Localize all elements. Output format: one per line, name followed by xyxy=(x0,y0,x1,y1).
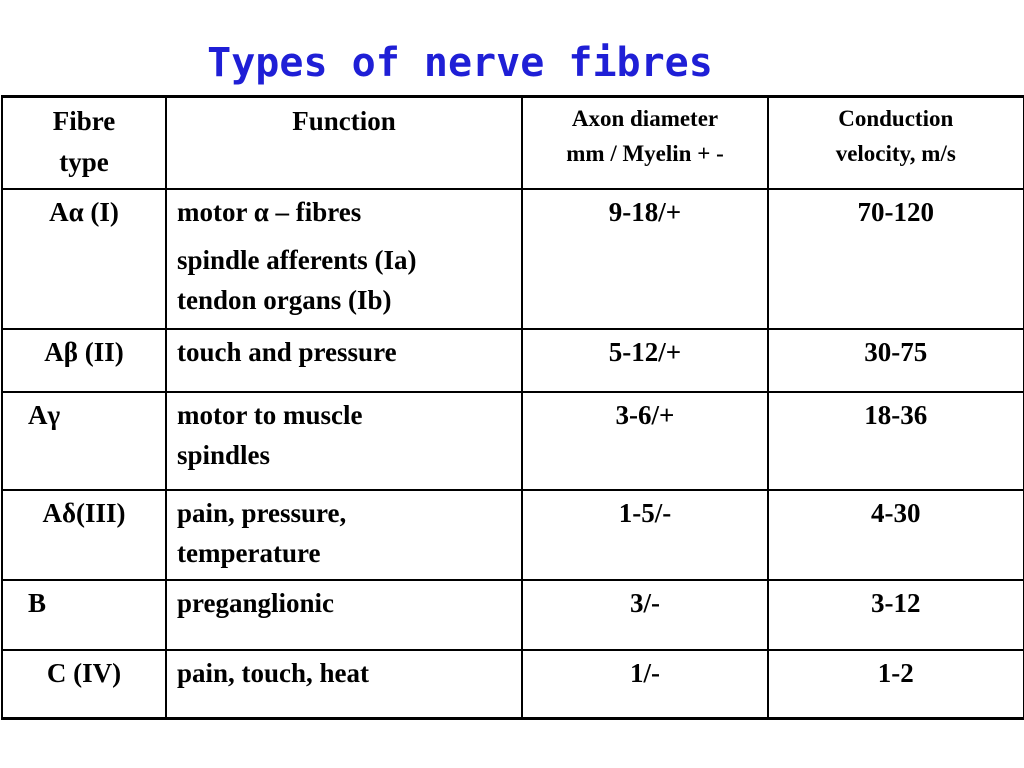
cell-conduction-velocity xyxy=(768,189,1024,329)
header-axon-diameter xyxy=(522,97,768,190)
axon-diameter-value: 1/- xyxy=(630,658,660,688)
function-line: temperature xyxy=(177,538,321,568)
header-axon-diameter-line-1: Axon diameter xyxy=(571,106,719,131)
header-conduction-velocity-line-1: Conduction xyxy=(838,106,954,131)
header-conduction-velocity xyxy=(768,97,1024,190)
cell-axon-diameter xyxy=(522,189,768,329)
function-line: preganglionic xyxy=(177,588,335,618)
conduction-velocity-value: 70-120 xyxy=(857,197,934,227)
function-line: tendon organs (Ib) xyxy=(177,285,392,315)
fibre-type-value: Aδ(III) xyxy=(42,498,126,528)
header-fibre-type-line-1: Fibre xyxy=(52,106,116,136)
header-conduction-velocity-line-2: velocity, m/s xyxy=(835,141,956,166)
cell-conduction-velocity xyxy=(768,329,1024,392)
cell-conduction-velocity xyxy=(768,490,1024,580)
cell-function xyxy=(166,650,522,719)
cell-conduction-velocity xyxy=(768,650,1024,719)
cell-function xyxy=(166,392,522,490)
cell-axon-diameter xyxy=(522,392,768,490)
cell-fibre-type xyxy=(2,329,166,392)
cell-function xyxy=(166,189,522,329)
table-header-row xyxy=(2,97,1024,190)
cell-fibre-type xyxy=(2,490,166,580)
header-fibre-type-line-2: type xyxy=(59,147,109,177)
cell-function xyxy=(166,490,522,580)
function-line: pain, pressure, xyxy=(177,498,347,528)
axon-diameter-value: 3-6/+ xyxy=(615,400,675,430)
cell-axon-diameter xyxy=(522,329,768,392)
axon-diameter-value: 9-18/+ xyxy=(608,197,682,227)
cell-conduction-velocity xyxy=(768,580,1024,650)
header-function xyxy=(166,97,522,190)
page-title: Types of nerve fibres xyxy=(207,40,713,86)
cell-function xyxy=(166,580,522,650)
table-row xyxy=(2,189,1024,329)
table-row xyxy=(2,490,1024,580)
table-row xyxy=(2,329,1024,392)
cell-fibre-type xyxy=(2,392,166,490)
cell-axon-diameter xyxy=(522,580,768,650)
fibre-type-value: Aα (I) xyxy=(49,197,119,227)
cell-fibre-type xyxy=(2,580,166,650)
fibre-type-value: C (IV) xyxy=(46,658,122,688)
cell-fibre-type xyxy=(2,650,166,719)
axon-diameter-value: 3/- xyxy=(630,588,660,618)
cell-axon-diameter xyxy=(522,650,768,719)
conduction-velocity-value: 3-12 xyxy=(871,588,921,618)
function-line: motor α – fibres xyxy=(177,197,362,227)
cell-conduction-velocity xyxy=(768,392,1024,490)
function-line: pain, touch, heat xyxy=(177,658,370,688)
header-axon-diameter-line-2: mm / Myelin + - xyxy=(566,141,724,166)
header-function-label: Function xyxy=(292,106,396,136)
fibre-type-value: Aβ (II) xyxy=(44,337,124,367)
fibre-type-value: B xyxy=(28,588,47,618)
table-row xyxy=(2,392,1024,490)
conduction-velocity-value: 1-2 xyxy=(877,658,914,688)
cell-function xyxy=(166,329,522,392)
table-row xyxy=(2,650,1024,719)
conduction-velocity-value: 18-36 xyxy=(864,400,928,430)
function-line: touch and pressure xyxy=(177,337,397,367)
header-fibre-type xyxy=(2,97,166,190)
conduction-velocity-value: 30-75 xyxy=(864,337,928,367)
nerve-fibres-table xyxy=(1,95,1024,720)
function-line: spindle afferents (Ia) xyxy=(177,245,417,275)
axon-diameter-value: 5-12/+ xyxy=(608,337,682,367)
function-line: spindles xyxy=(177,440,271,470)
cell-fibre-type xyxy=(2,189,166,329)
cell-axon-diameter xyxy=(522,490,768,580)
conduction-velocity-value: 4-30 xyxy=(871,498,921,528)
function-line: motor to muscle xyxy=(177,400,363,430)
axon-diameter-value: 1-5/- xyxy=(618,498,672,528)
table-row xyxy=(2,580,1024,650)
fibre-type-value: Aγ xyxy=(28,400,61,430)
